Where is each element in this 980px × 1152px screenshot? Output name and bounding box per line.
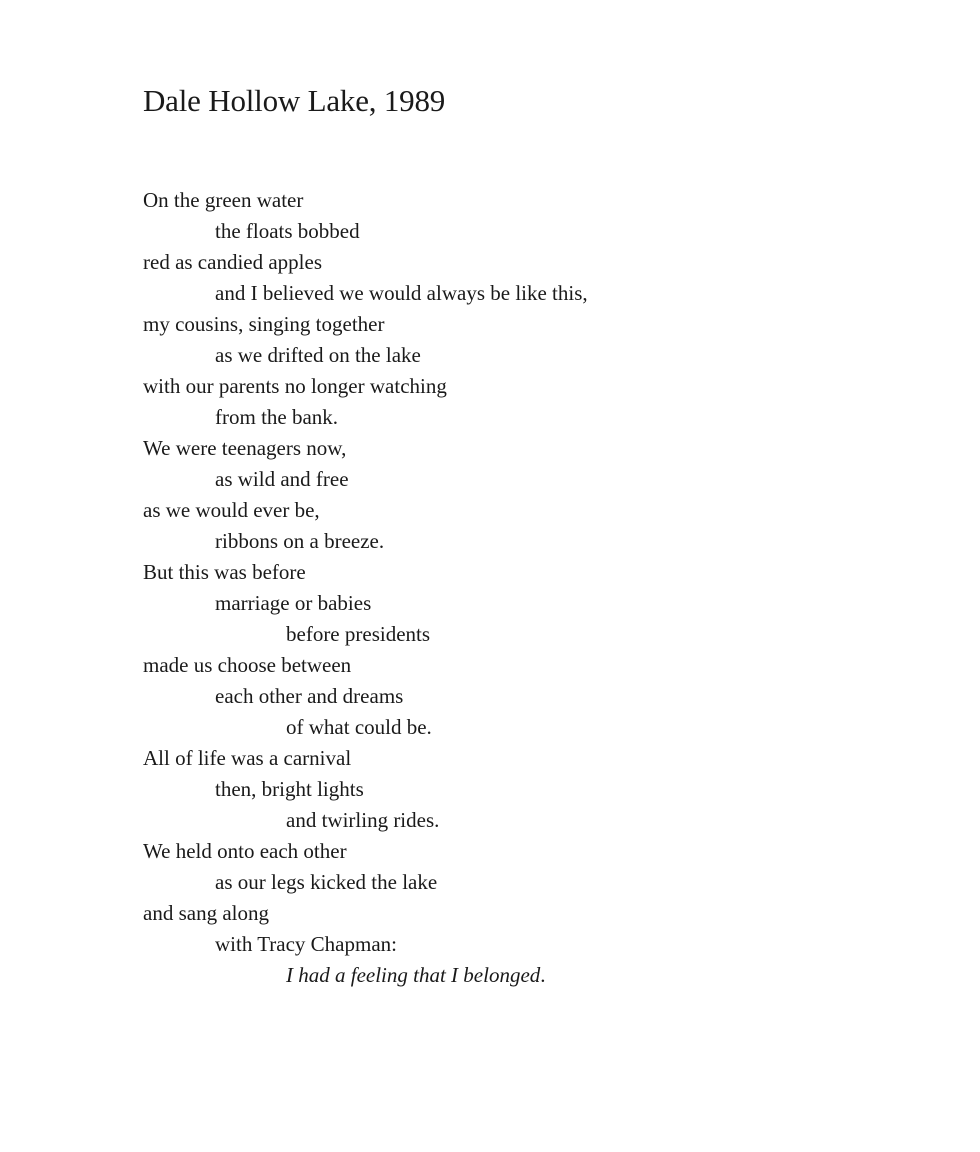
poem-line xyxy=(143,247,588,278)
poem-line xyxy=(143,743,588,774)
poem-line xyxy=(143,309,588,340)
poem-line xyxy=(143,650,588,681)
poem-line xyxy=(143,712,588,743)
poem-line-text: as wild and free xyxy=(215,467,349,491)
poem-body xyxy=(143,185,588,991)
poem-line xyxy=(143,185,588,216)
poem-line-text: But this was before xyxy=(143,560,306,584)
poem-line-text: as we would ever be, xyxy=(143,498,320,522)
poem-line xyxy=(143,681,588,712)
poem-line-text: with Tracy Chapman: xyxy=(215,932,397,956)
poem-line xyxy=(143,774,588,805)
poem-line-text: as we drifted on the lake xyxy=(215,343,421,367)
poem-line-text: and twirling rides. xyxy=(286,808,440,832)
poem-line xyxy=(143,929,588,960)
poem-line-text: before presidents xyxy=(286,622,431,646)
poem-line-punctuation: . xyxy=(540,963,546,987)
poem-line-text: my cousins, singing together xyxy=(143,312,385,336)
poem-line-text: and I believed we would always be like this, xyxy=(215,281,588,305)
poem-line-text: each other and dreams xyxy=(215,684,404,708)
poem-line xyxy=(143,340,588,371)
poem-line-text: All of life was a carnival xyxy=(143,746,352,770)
poem-line-text: made us choose between xyxy=(143,653,352,677)
poem-line-text: I had a feeling that I belonged xyxy=(286,963,541,987)
poem-line xyxy=(143,216,588,247)
poem-line-text: from the bank. xyxy=(215,405,339,429)
poem-line-text: On the green water xyxy=(143,188,304,212)
poem-line-text: marriage or babies xyxy=(215,591,372,615)
poem-line xyxy=(143,402,588,433)
poem-line xyxy=(143,433,588,464)
poem-title: Dale Hollow Lake, 1989 xyxy=(143,83,446,118)
poem-line xyxy=(143,464,588,495)
poem-line xyxy=(143,619,588,650)
poem-line xyxy=(143,371,588,402)
poem-line xyxy=(143,805,588,836)
poem-line-text: the floats bobbed xyxy=(215,219,360,243)
poem-line-text: ribbons on a breeze. xyxy=(215,529,385,553)
poem-line-text: as our legs kicked the lake xyxy=(215,870,438,894)
poem-line xyxy=(143,278,588,309)
poem-line-text: then, bright lights xyxy=(215,777,364,801)
poem-line xyxy=(143,960,588,991)
poem-line-text: red as candied apples xyxy=(143,250,323,274)
poem-line xyxy=(143,526,588,557)
poem-line xyxy=(143,898,588,929)
poem-line-text: with our parents no longer watching xyxy=(143,374,447,398)
poem-line xyxy=(143,495,588,526)
poem-line-text: We were teenagers now, xyxy=(143,436,347,460)
poem-line-text: of what could be. xyxy=(286,715,432,739)
poem-line-text: We held onto each other xyxy=(143,839,347,863)
poem-line xyxy=(143,836,588,867)
poem-line-text: and sang along xyxy=(143,901,269,925)
poem-line xyxy=(143,588,588,619)
poem-line xyxy=(143,557,588,588)
poem-line xyxy=(143,867,588,898)
